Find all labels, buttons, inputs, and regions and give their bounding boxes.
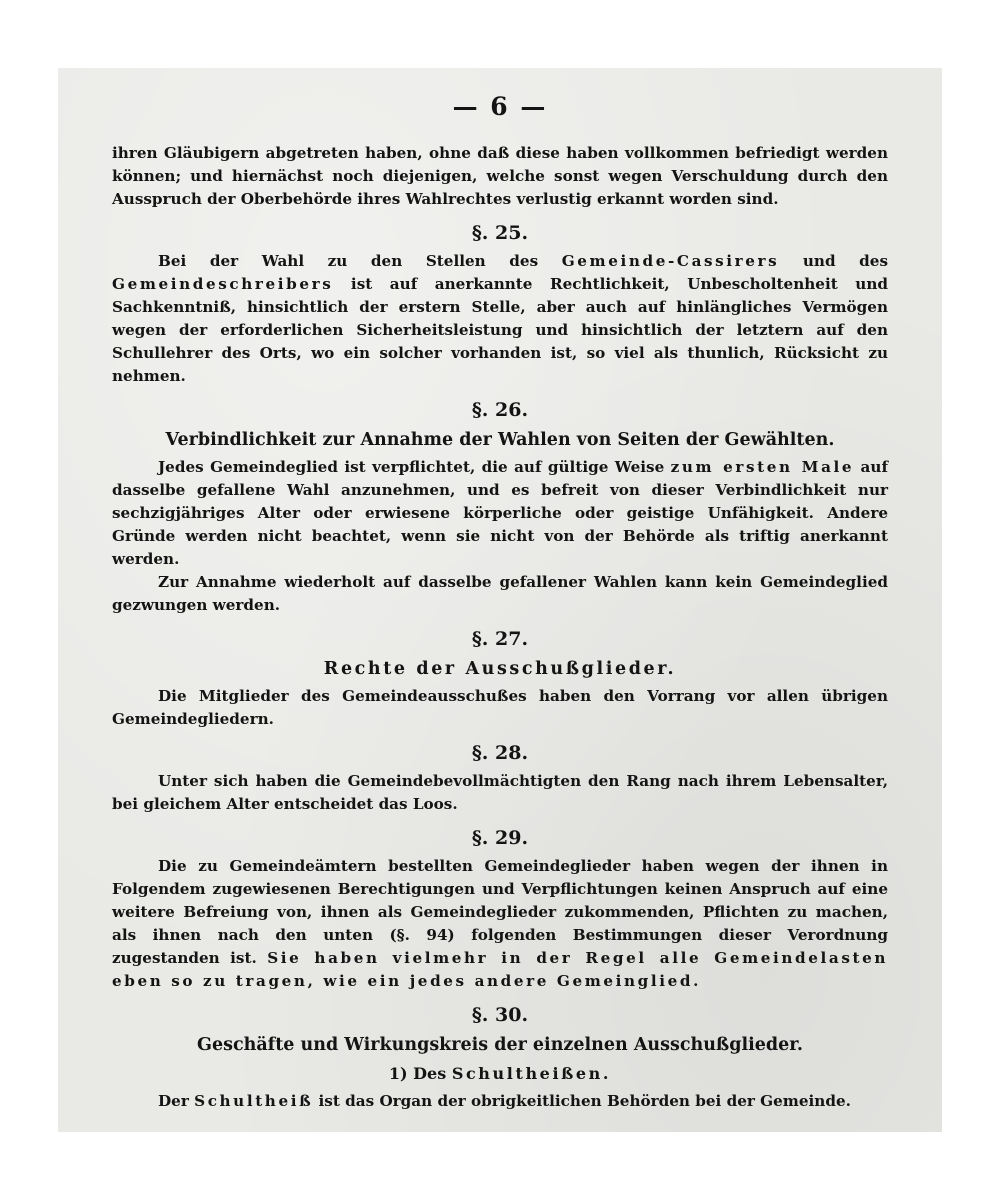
section-heading-29: §. 29. — [471, 827, 529, 849]
section-heading-30: §. 30. — [471, 1004, 529, 1026]
section-30-paragraph — [112, 1090, 888, 1113]
section-30-title: Geschäfte und Wirkungskreis der einzelnen Ausschußglieder. — [197, 1035, 803, 1055]
section-heading-27: §. 27. — [471, 628, 529, 650]
section-30-emphasis: Schultheiß — [194, 1092, 314, 1110]
section-30-subheading-emphasis: Schultheißen. — [451, 1064, 612, 1083]
section-30-subheading-number: 1) Des — [388, 1064, 452, 1083]
section-heading-28: §. 28. — [471, 742, 529, 764]
section-29-paragraph — [112, 855, 888, 993]
section-25-text-b: und des — [779, 252, 888, 270]
section-26-paragraph-1 — [112, 456, 888, 571]
section-29-emphasis: Sie haben vielmehr in der Regel alle Gemeindelasten eben so zu tragen, wie ein jedes andere Gemeinglied. — [112, 949, 888, 990]
section-26-text-b: auf dasselbe gefallene Wahl anzunehmen, und es befreit von dieser Verbindlichkeit nur sechzigjähriges Alter oder erwiesene körperliche oder geistige Unfähigkeit. Andere Gründe werden nicht beachtet, wenn sie nicht von der Behörde als triftig anerkannt werden. — [112, 458, 888, 568]
section-28-paragraph: Unter sich haben die Gemeindebevollmächtigten den Rang nach ihrem Lebensalter, bei gleichem Alter entscheidet das Loos. — [112, 772, 888, 813]
section-25-emphasis-schreiber: Gemeindeschreibers — [112, 275, 334, 293]
section-heading-25: §. 25. — [471, 222, 529, 244]
section-25-text-c: ist auf anerkannte Rechtlichkeit, Unbescholtenheit und Sachkenntniß, hinsichtlich der erstern Stelle, aber auch auf hinlängliches Vermögen wegen der erforderlichen Sicherheitsleistung und hinsichtlich der letztern auf den Schullehrer des Orts, wo ein solcher vorhanden ist, so viel als thunlich, Rücksicht zu nehmen. — [112, 275, 888, 385]
section-heading-26: §. 26. — [471, 399, 529, 421]
page-body — [112, 142, 888, 1113]
section-26-paragraph-2: Zur Annahme wiederholt auf dasselbe gefallener Wahlen kann kein Gemeindeglied gezwungen werden. — [112, 573, 888, 614]
section-30-text-b: ist das Organ der obrigkeitlichen Behörden bei der Gemeinde. — [313, 1092, 851, 1110]
section-26-title: Verbindlichkeit zur Annahme der Wahlen von Seiten der Gewählten. — [165, 430, 835, 450]
page-number: — 6 — — [452, 92, 548, 121]
intro-paragraph: ihren Gläubigern abgetreten haben, ohne daß diese haben vollkommen befriedigt werden können; und hiernächst noch diejenigen, welche sonst wegen Verschuldung durch den Ausspruch der Oberbehörde ihres Wahlrechtes verlustig erkannt worden sind. — [112, 144, 888, 208]
section-26-text-a: Jedes Gemeindeglied ist verpflichtet, die auf gültige Weise — [158, 458, 671, 476]
section-27-title: Rechte der Ausschußglieder. — [323, 659, 677, 679]
section-30-text-a: Der — [158, 1092, 195, 1110]
section-25-emphasis-cassirer: Gemeinde-Cassirers — [561, 252, 780, 270]
section-26-emphasis: zum ersten Male — [670, 458, 855, 476]
section-27-paragraph: Die Mitglieder des Gemeindeausschußes haben den Vorrang vor allen übrigen Gemeindegliedern. — [112, 687, 888, 728]
section-25-paragraph — [112, 250, 888, 388]
section-25-text-a: Bei der Wahl zu den Stellen des — [158, 252, 562, 270]
section-29-text-a: Die zu Gemeindeämtern bestellten Gemeindeglieder haben wegen der ihnen in Folgendem zugewiesenen Berechtigungen und Verpflichtungen keinen Anspruch auf eine weitere Befreiung von, ihnen als Gemeindeglieder zukommenden, Pflichten zu machen, als ihnen nach den unten (§. 94) folgenden Bestimmungen dieser Verordnung zugestanden ist. — [112, 857, 888, 967]
section-30-subheading — [112, 1061, 888, 1087]
